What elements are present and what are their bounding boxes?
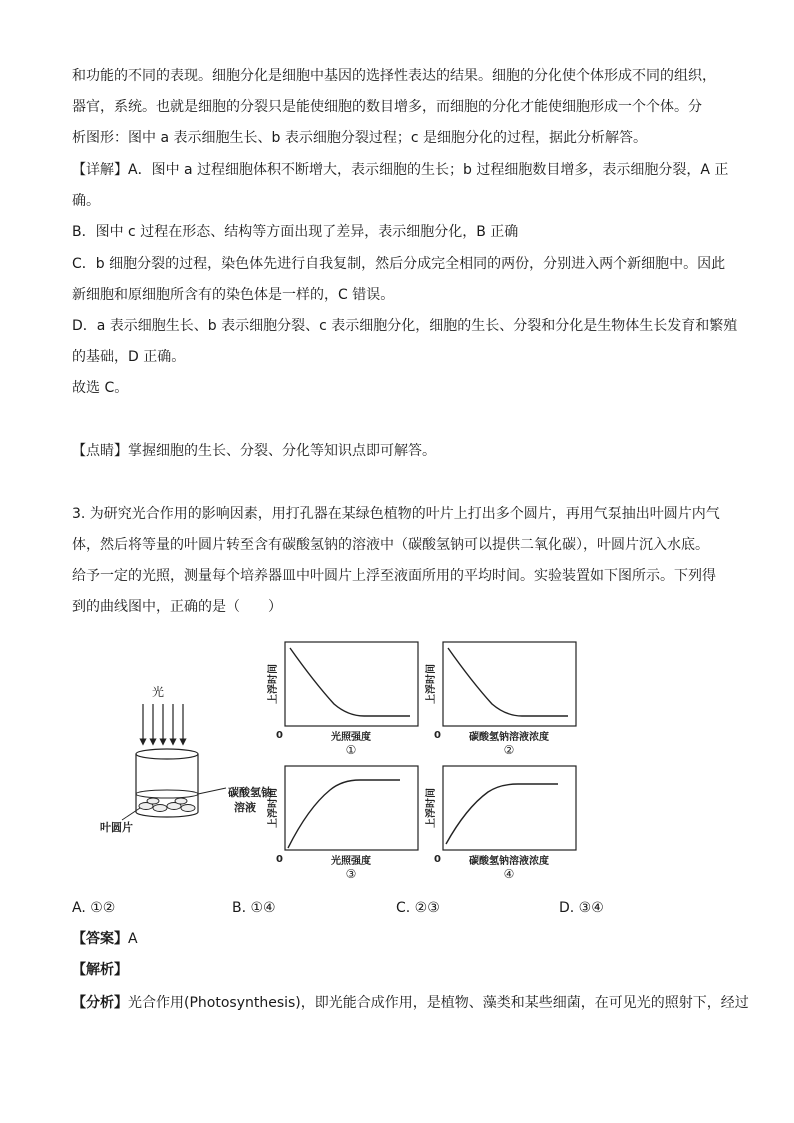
solution-label: 碳酸氢钠 bbox=[228, 786, 272, 799]
experiment-figure bbox=[100, 636, 600, 886]
beaker-rim bbox=[136, 749, 198, 759]
leaf-disc bbox=[147, 798, 159, 804]
graph-xlabel: 光照强度 bbox=[331, 856, 371, 867]
text-line: 新细胞和原细胞所含有的染色体是一样的，C 错误。 bbox=[72, 287, 395, 303]
option-c[interactable]: C. ②③ bbox=[396, 900, 440, 916]
analysis-heading: 【解析】 bbox=[72, 962, 128, 978]
graph-origin: 0 bbox=[276, 854, 283, 865]
analysis-line bbox=[72, 993, 749, 1013]
graph-xlabel: 碳酸氢钠溶液浓度 bbox=[469, 732, 549, 743]
beaker-base bbox=[136, 812, 198, 817]
text-line: 的基础，D 正确。 bbox=[72, 349, 186, 365]
disc-label: 叶圆片 bbox=[100, 821, 133, 834]
graph-ylabel: 上浮时间 bbox=[426, 664, 437, 704]
graph-origin: 0 bbox=[276, 730, 283, 741]
graph-ylabel: 上浮时间 bbox=[268, 788, 279, 828]
analysis-text: 光合作用(Photosynthesis)，即光能合成作用，是植物、藻类和某些细菌，在可见光的照射下，经过 bbox=[128, 995, 749, 1011]
option-d[interactable]: D. ③④ bbox=[559, 900, 604, 916]
solution-label: 溶液 bbox=[234, 801, 256, 814]
graph-3 bbox=[266, 766, 418, 881]
graph-xlabel: 碳酸氢钠溶液浓度 bbox=[469, 856, 549, 867]
answer-tag: 【答案】 bbox=[72, 931, 128, 947]
text-line: B．图中 c 过程在形态、结构等方面出现了差异，表示细胞分化，B 正确 bbox=[72, 224, 519, 240]
leaf-disc bbox=[153, 805, 167, 812]
text-line: 故选 C。 bbox=[72, 380, 129, 396]
graph-number: ③ bbox=[345, 867, 357, 881]
leaf-disc bbox=[181, 805, 195, 812]
answer-value: A bbox=[128, 931, 138, 947]
graph-ylabel: 上浮时间 bbox=[268, 664, 279, 704]
question-text: 体，然后将等量的叶圆片转至含有碳酸氢钠的溶液中（碳酸氢钠可以提供二氧化碳），叶圆片沉入水底。 bbox=[72, 537, 709, 553]
question-text: 给予一定的光照，测量每个培养器皿中叶圆片上浮至液面所用的平均时间。实验装置如下图所示。下列得 bbox=[72, 568, 716, 584]
liquid-surface bbox=[136, 790, 198, 798]
graph-curve bbox=[446, 784, 558, 844]
option-a[interactable]: A. ①② bbox=[72, 900, 116, 916]
text-line: 器官，系统。也就是细胞的分裂只是能使细胞的数目增多，而细胞的分化才能使细胞形成一个个体。分 bbox=[72, 99, 702, 115]
apparatus-diagram bbox=[100, 684, 272, 834]
leaf-disc bbox=[175, 798, 187, 804]
graph-frame bbox=[443, 766, 576, 850]
question-text: 到的曲线图中，正确的是（ ） bbox=[72, 599, 282, 615]
text-line: 【详解】A．图中 a 过程细胞体积不断增大，表示细胞的生长；b 过程细胞数目增多，表示细胞分裂，A 正 bbox=[72, 162, 729, 178]
graph-origin: 0 bbox=[434, 730, 441, 741]
graph-ylabel: 上浮时间 bbox=[426, 788, 437, 828]
graph-origin: 0 bbox=[434, 854, 441, 865]
text-line: 确。 bbox=[72, 193, 100, 209]
graph-2 bbox=[424, 642, 576, 757]
answer-line bbox=[72, 929, 138, 949]
graph-number: ① bbox=[345, 743, 357, 757]
solution-leader bbox=[198, 788, 226, 794]
graph-number: ④ bbox=[503, 867, 515, 881]
graph-frame bbox=[285, 766, 418, 850]
question-text: 3. 为研究光合作用的影响因素，用打孔器在某绿色植物的叶片上打出多个圆片，再用气泵抽出叶圆片内气 bbox=[72, 506, 720, 522]
graph-4 bbox=[424, 766, 576, 881]
graph-curve bbox=[290, 648, 410, 716]
tip-paragraph: 【点睛】掌握细胞的生长、分裂、分化等知识点即可解答。 bbox=[72, 443, 436, 459]
graph-curve bbox=[288, 780, 400, 848]
light-label: 光 bbox=[152, 685, 165, 699]
text-line: 和功能的不同的表现。细胞分化是细胞中基因的选择性表达的结果。细胞的分化使个体形成不同的组织， bbox=[72, 68, 716, 84]
analysis-tag: 【分析】 bbox=[72, 995, 128, 1011]
option-b[interactable]: B. ①④ bbox=[232, 900, 276, 916]
graph-number: ② bbox=[503, 743, 515, 757]
text-line: C．b 细胞分裂的过程，染色体先进行自我复制，然后分成完全相同的两份，分别进入两个新细胞中。因此 bbox=[72, 256, 726, 272]
graph-curve bbox=[448, 648, 568, 716]
graph-1 bbox=[266, 642, 418, 757]
text-line: 析图形：图中 a 表示细胞生长、b 表示细胞分裂过程；c 是细胞分化的过程，据此分析解答。 bbox=[72, 130, 647, 146]
text-line: D．a 表示细胞生长、b 表示细胞分裂、c 表示细胞分化，细胞的生长、分裂和分化是生物体生长发育和繁殖 bbox=[72, 318, 738, 334]
graph-xlabel: 光照强度 bbox=[331, 732, 371, 743]
